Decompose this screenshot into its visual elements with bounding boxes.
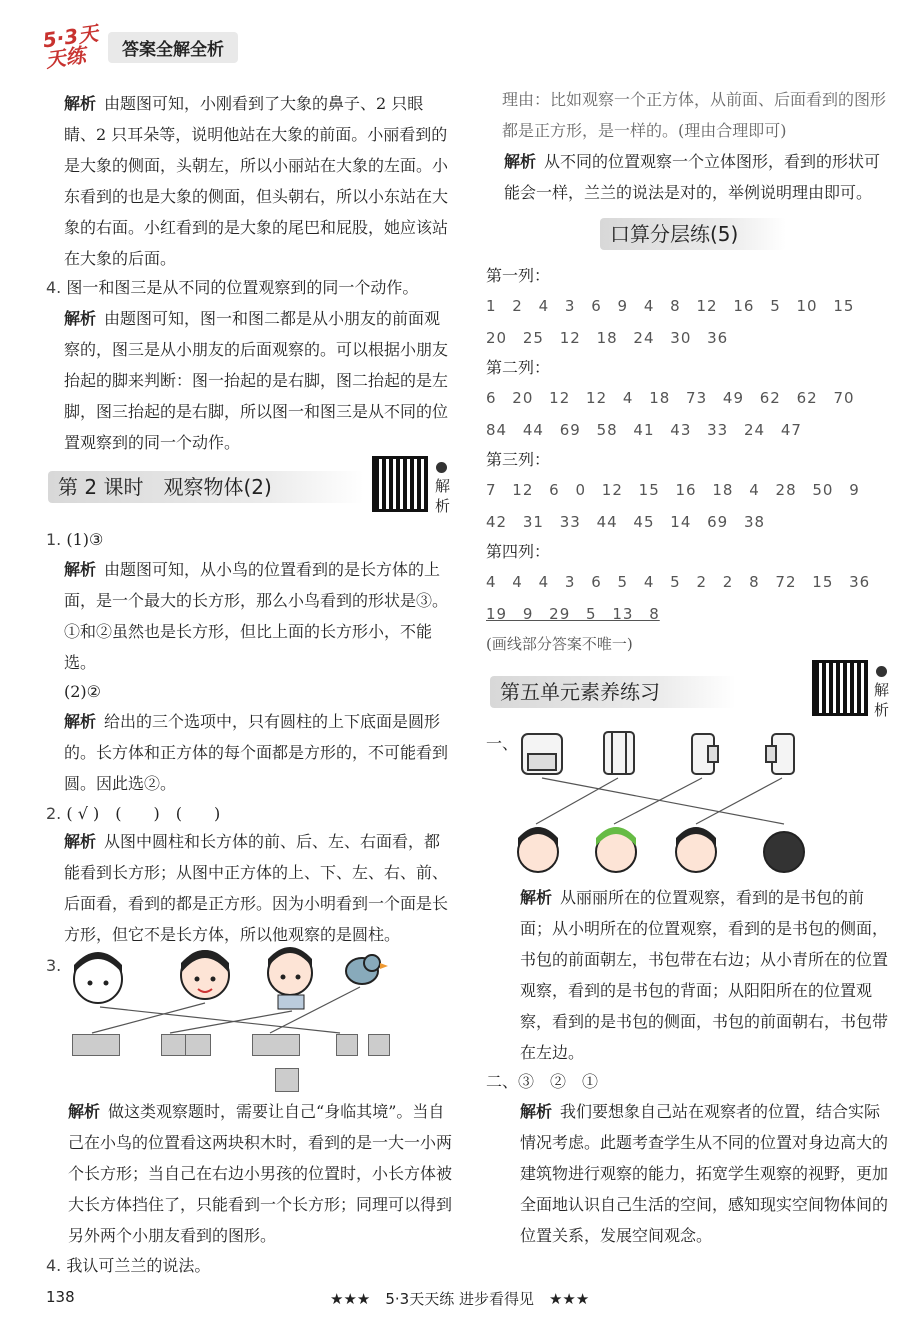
- qr-label: 解析: [874, 681, 890, 719]
- matching-figure-backpack: [516, 728, 816, 878]
- child-face-icon: [764, 832, 804, 872]
- block-shape: [275, 1068, 299, 1092]
- child-face-icon: [181, 950, 229, 999]
- calc-row-values: 4 4 4 3 6 5 4 5 2 2 8 72 15 36: [486, 573, 871, 591]
- calc-row-values: 42 31 33 44 45 14 69 38: [486, 513, 766, 531]
- analysis-paragraph: 解析 从不同的位置观察一个立体图形，看到的形状可能会一样，兰兰的说法是对的，举例说明理由即可。: [504, 152, 881, 202]
- brand-logo: 5·3天天练: [41, 20, 100, 73]
- block-shape: [368, 1034, 390, 1056]
- calc-row-label: 第一列：: [486, 266, 551, 285]
- lesson-banner: 第 2 课时 观察物体(2): [48, 471, 364, 503]
- backpack-side-icon: [766, 734, 794, 774]
- block-shape: [252, 1034, 300, 1056]
- child-face-icon: [596, 827, 636, 872]
- calc-answers: [486, 262, 891, 658]
- play-icon: [436, 458, 447, 477]
- backpack-side-icon: [604, 732, 634, 774]
- backpack-front-icon: [522, 734, 562, 774]
- calc-row-label: 第三列：: [486, 450, 551, 469]
- footer-slogan: ★★★ 5·3天天练 进步看得见 ★★★: [330, 1290, 590, 1308]
- qr-code[interactable]: [372, 456, 428, 512]
- question-1-part-2: (2)②: [64, 682, 102, 701]
- analysis-paragraph: 解析 我们要想象自己站在观察者的位置，结合实际情况考虑。此题考查学生从不同的位置对身边高大的建筑物进行观察的能力，拓宽学生观察的视野，更加全面地认识自己生活的空间，感知现实空间物体间的位置关系，发展空间观念。: [520, 1102, 889, 1245]
- analysis-paragraph: 解析 从丽丽所在的位置观察，看到的是书包的前面；从小明所在的位置观察，看到的是书包的侧面，书包的前面朝左，书包带在右边；从小青所在的位置观察，看到的是书包的背面；从阳阳所在的位置观察，看到的是书包的侧面，书包的前面朝右，书包带在左边。: [520, 888, 889, 1062]
- page-header-title: 答案全解全析: [108, 32, 238, 63]
- section-2: 二、③ ② ①: [486, 1072, 599, 1091]
- block-shape: [185, 1034, 211, 1056]
- backpack-back-icon: [692, 734, 718, 774]
- child-face-icon: [74, 952, 122, 1003]
- block-shape: [336, 1034, 358, 1056]
- calc-row-values: 1 2 4 3 6 9 4 8 12 16 5 10 15: [486, 297, 855, 315]
- question-3-number: 3.: [46, 956, 62, 975]
- analysis-paragraph: 解析 由题图可知，从小鸟的位置看到的是长方体的上面，是一个最大的长方形，那么小鸟看到的形状是③。①和②虽然也是长方形，但比上面的长方形小，不能选。: [64, 560, 449, 672]
- question-1: 1. (1)③: [46, 530, 104, 549]
- block-shape: [161, 1034, 187, 1056]
- block-shape: [72, 1034, 120, 1056]
- left-column: [64, 88, 454, 274]
- child-face-icon: [268, 947, 312, 1009]
- bird-icon: [346, 955, 388, 984]
- calc-note: (画线部分答案不唯一): [486, 635, 633, 653]
- analysis-paragraph: 解析 从图中圆柱和长方体的前、后、左、右面看，都能看到长方形；从图中正方体的上、下、左、右、前、后面看，看到的都是正方形。因为小明看到一个面是长方形，但它不是长方体，所以他观察的是圆柱。: [64, 832, 449, 944]
- question-4b: 4. 我认可兰兰的说法。: [46, 1256, 211, 1275]
- page-number: 138: [46, 1288, 75, 1306]
- reason-paragraph: 理由：比如观察一个正方体，从前面、后面看到的图形都是正方形，是一样的。(理由合理即可): [502, 90, 887, 140]
- calc-row-values: 84 44 69 58 41 43 33 24 47: [486, 421, 802, 439]
- section-1-number: 一、: [486, 734, 519, 753]
- calc-banner: 口算分层练(5): [600, 218, 786, 250]
- calc-row-label: 第二列：: [486, 358, 551, 377]
- child-face-icon: [676, 827, 716, 872]
- unit-banner: 第五单元素养练习: [490, 676, 736, 708]
- play-icon: [876, 662, 887, 681]
- qr-label: 解析: [435, 477, 451, 515]
- analysis-paragraph: 解析 给出的三个选项中，只有圆柱的上下底面是圆形的。长方体和正方体的每个面都是方形的，不可能看到圆。因此选②。: [64, 712, 449, 793]
- question-4: 4. 图一和图三是从不同的位置观察到的同一个动作。: [46, 278, 419, 297]
- calc-row-values: 7 12 6 0 12 15 16 18 4 28 50 9: [486, 481, 860, 499]
- calc-row-values: 20 25 12 18 24 30 36: [486, 329, 729, 347]
- analysis-paragraph: 解析 由题图可知，图一和图二都是从小朋友的前面观察的，图三是从小朋友的后面观察的。可以根据小朋友抬起的脚来判断：图一抬起的是右脚，图二抬起的是左脚，图三抬起的是右脚，所以图一和图三是从不同的位置观察到的同一个动作。: [64, 309, 449, 452]
- qr-code[interactable]: [812, 660, 868, 716]
- child-face-icon: [518, 827, 558, 872]
- question-number: 4.: [46, 278, 62, 297]
- analysis-paragraph: 解析 做这类观察题时，需要让自己“身临其境”。当自己在小鸟的位置看这两块积木时，看到的是一大一小两个长方形；当自己在右边小男孩的位置时，小长方体被大长方体挡住了，只能看到一个长方形；同理可以得到另外两个小朋友看到的图形。: [68, 1102, 453, 1245]
- question-2: 2. ( √ ) ( ) ( ): [46, 804, 221, 823]
- analysis-paragraph: 解析 由题图可知，小刚看到了大象的鼻子、2 只眼睛、2 只耳朵等，说明他站在大象的前面。小丽看到的是大象的侧面，头朝左，所以小丽站在大象的左面。小东看到的也是大象的侧面，但头朝右，所以小东站在大象的右面。小红看到的是大象的尾巴和屁股，她应该站在大象的后面。: [64, 94, 449, 268]
- calc-row-label: 第四列：: [486, 542, 551, 561]
- matching-figure-q3: [60, 945, 460, 1095]
- calc-row-values: 6 20 12 12 4 18 73 49 62 62 70: [486, 389, 855, 407]
- calc-row-values: 19 9 29 5 13 8: [486, 605, 660, 623]
